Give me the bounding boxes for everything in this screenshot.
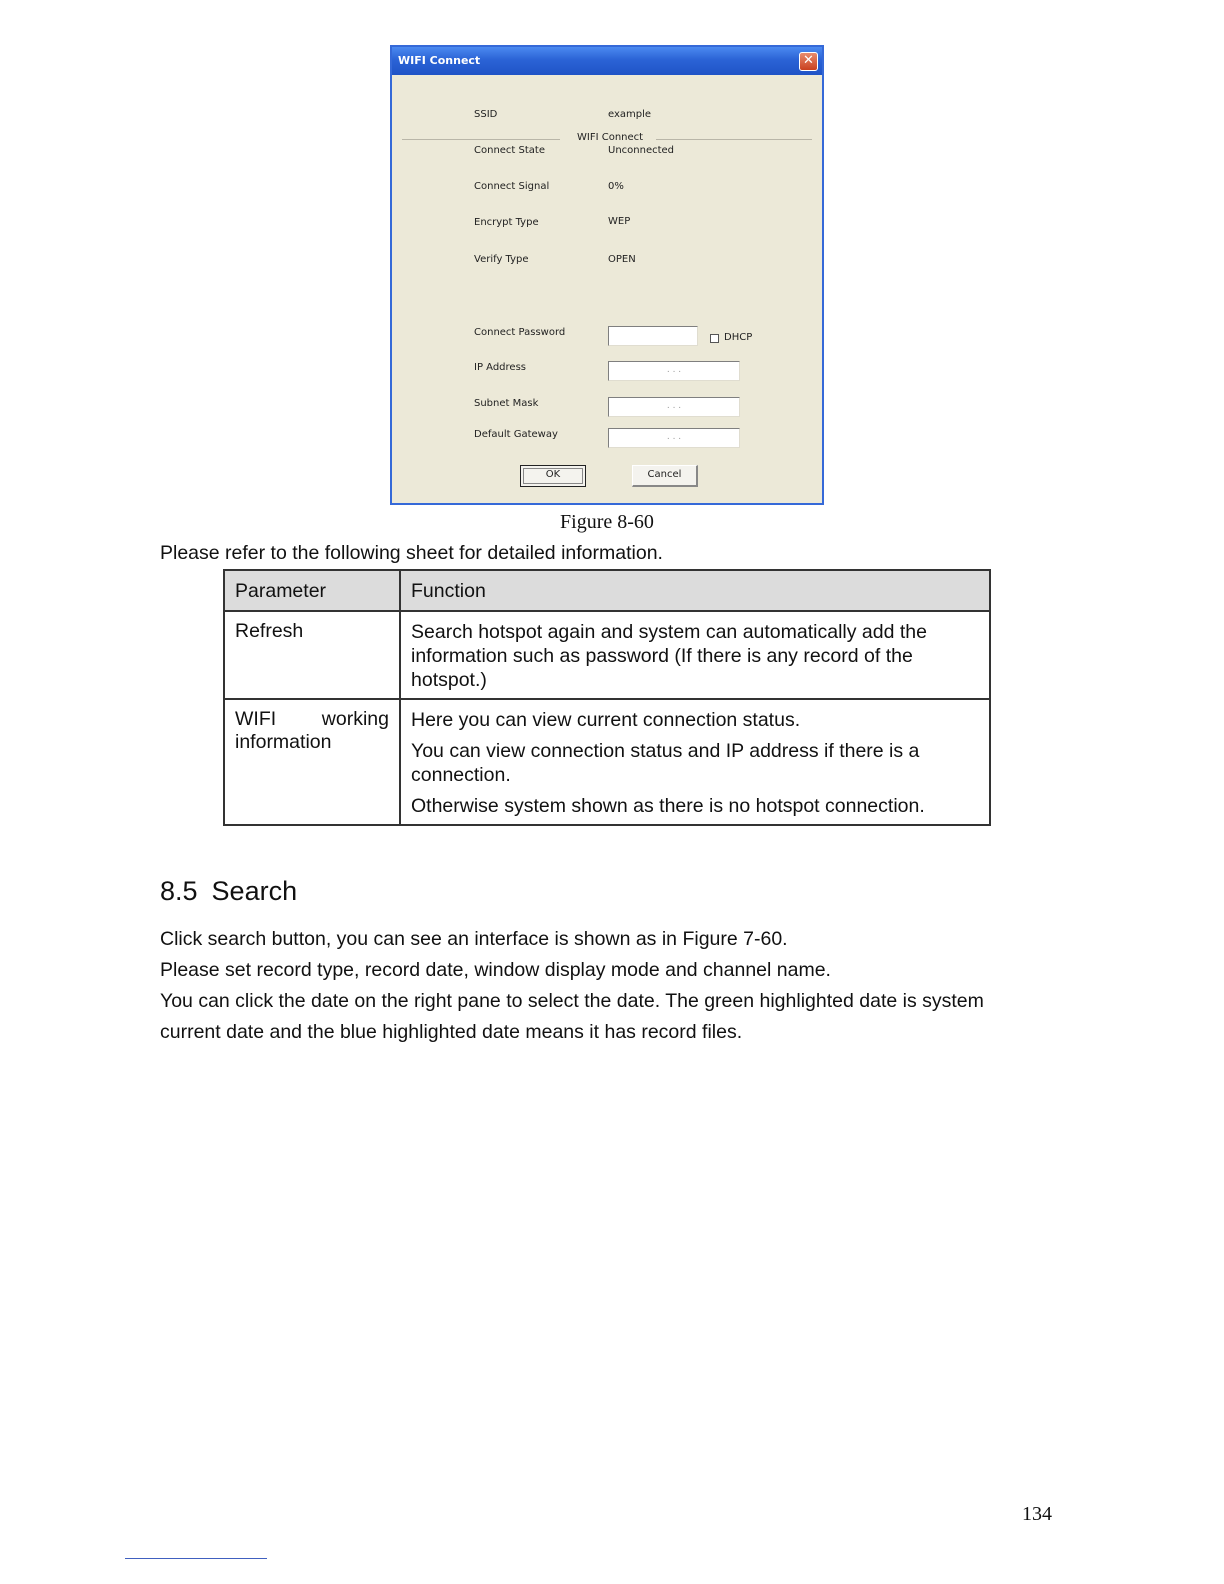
ip-address-value: . . . [666, 365, 682, 375]
body-line: Please set record type, record date, window display mode and channel name. [160, 959, 831, 981]
function-cell [400, 699, 990, 825]
body-line: Click search button, you can see an interface is shown as in Figure 7-60. [160, 928, 788, 950]
subnet-mask-label: Subnet Mask [474, 398, 539, 409]
verify-type-value: OPEN [608, 254, 636, 265]
ok-button[interactable]: OK [520, 465, 586, 487]
encrypt-type-value: WEP [608, 216, 631, 227]
function-paragraph: Here you can view current connection status. [411, 709, 801, 731]
dialog-titlebar[interactable] [392, 47, 822, 75]
connect-state-value: Unconnected [608, 145, 675, 156]
connect-state-label: Connect State [474, 145, 545, 156]
connect-signal-label: Connect Signal [474, 181, 550, 192]
parameter-table [223, 569, 991, 826]
table-header-row [224, 570, 990, 611]
parameter-cell: Refresh [224, 611, 400, 699]
parameter-line: information [235, 731, 332, 753]
default-gateway-label: Default Gateway [474, 429, 558, 440]
default-gateway-value: . . . [666, 432, 682, 442]
subnet-mask-input[interactable] [608, 397, 740, 417]
page-number: 134 [1022, 1503, 1052, 1525]
header-parameter: Parameter [224, 570, 400, 611]
dhcp-label: DHCP [724, 332, 753, 343]
intro-text: Please refer to the following sheet for detailed information. [160, 542, 663, 564]
parameter-cell [224, 699, 400, 825]
dhcp-checkbox[interactable] [710, 334, 719, 343]
table-row [224, 699, 990, 825]
section-heading [160, 876, 297, 907]
header-function: Function [400, 570, 990, 611]
verify-type-label: Verify Type [474, 254, 529, 265]
body-line: You can click the date on the right pane to select the date. The green highlighted date is system [160, 990, 984, 1012]
ip-address-label: IP Address [474, 362, 526, 373]
body-line: current date and the blue highlighted date means it has record files. [160, 1021, 743, 1043]
dialog-title: WIFI Connect [398, 54, 481, 67]
section-body [160, 924, 1060, 1048]
section-number: 8.5 [160, 876, 198, 906]
ssid-value: example [608, 109, 652, 120]
parameter-line: WIFI working [235, 708, 389, 730]
section-title: Search [211, 876, 298, 906]
group-title: WIFI Connect [577, 132, 644, 143]
function-paragraph: You can view connection status and IP address if there is a connection. [411, 740, 920, 786]
close-icon[interactable]: ✕ [799, 52, 818, 71]
subnet-mask-value: . . . [666, 401, 682, 411]
figure-caption: Figure 8-60 [560, 511, 654, 533]
group-divider-right [656, 139, 812, 140]
default-gateway-input[interactable] [608, 428, 740, 448]
connect-password-label: Connect Password [474, 327, 566, 338]
connect-password-input[interactable] [608, 326, 698, 346]
wifi-connect-dialog [390, 45, 824, 505]
footer-rule [125, 1558, 267, 1559]
group-divider-left [402, 139, 560, 140]
ip-address-input[interactable] [608, 361, 740, 381]
function-cell: Search hotspot again and system can automatically add the information such as password (If there is any record of the hotspot.) [400, 611, 990, 699]
cancel-button[interactable]: Cancel [632, 465, 698, 487]
function-paragraph: Otherwise system shown as there is no hotspot connection. [411, 795, 925, 817]
ssid-label: SSID [474, 109, 498, 120]
encrypt-type-label: Encrypt Type [474, 217, 539, 228]
connect-signal-value: 0% [608, 181, 624, 192]
table-row [224, 611, 990, 699]
